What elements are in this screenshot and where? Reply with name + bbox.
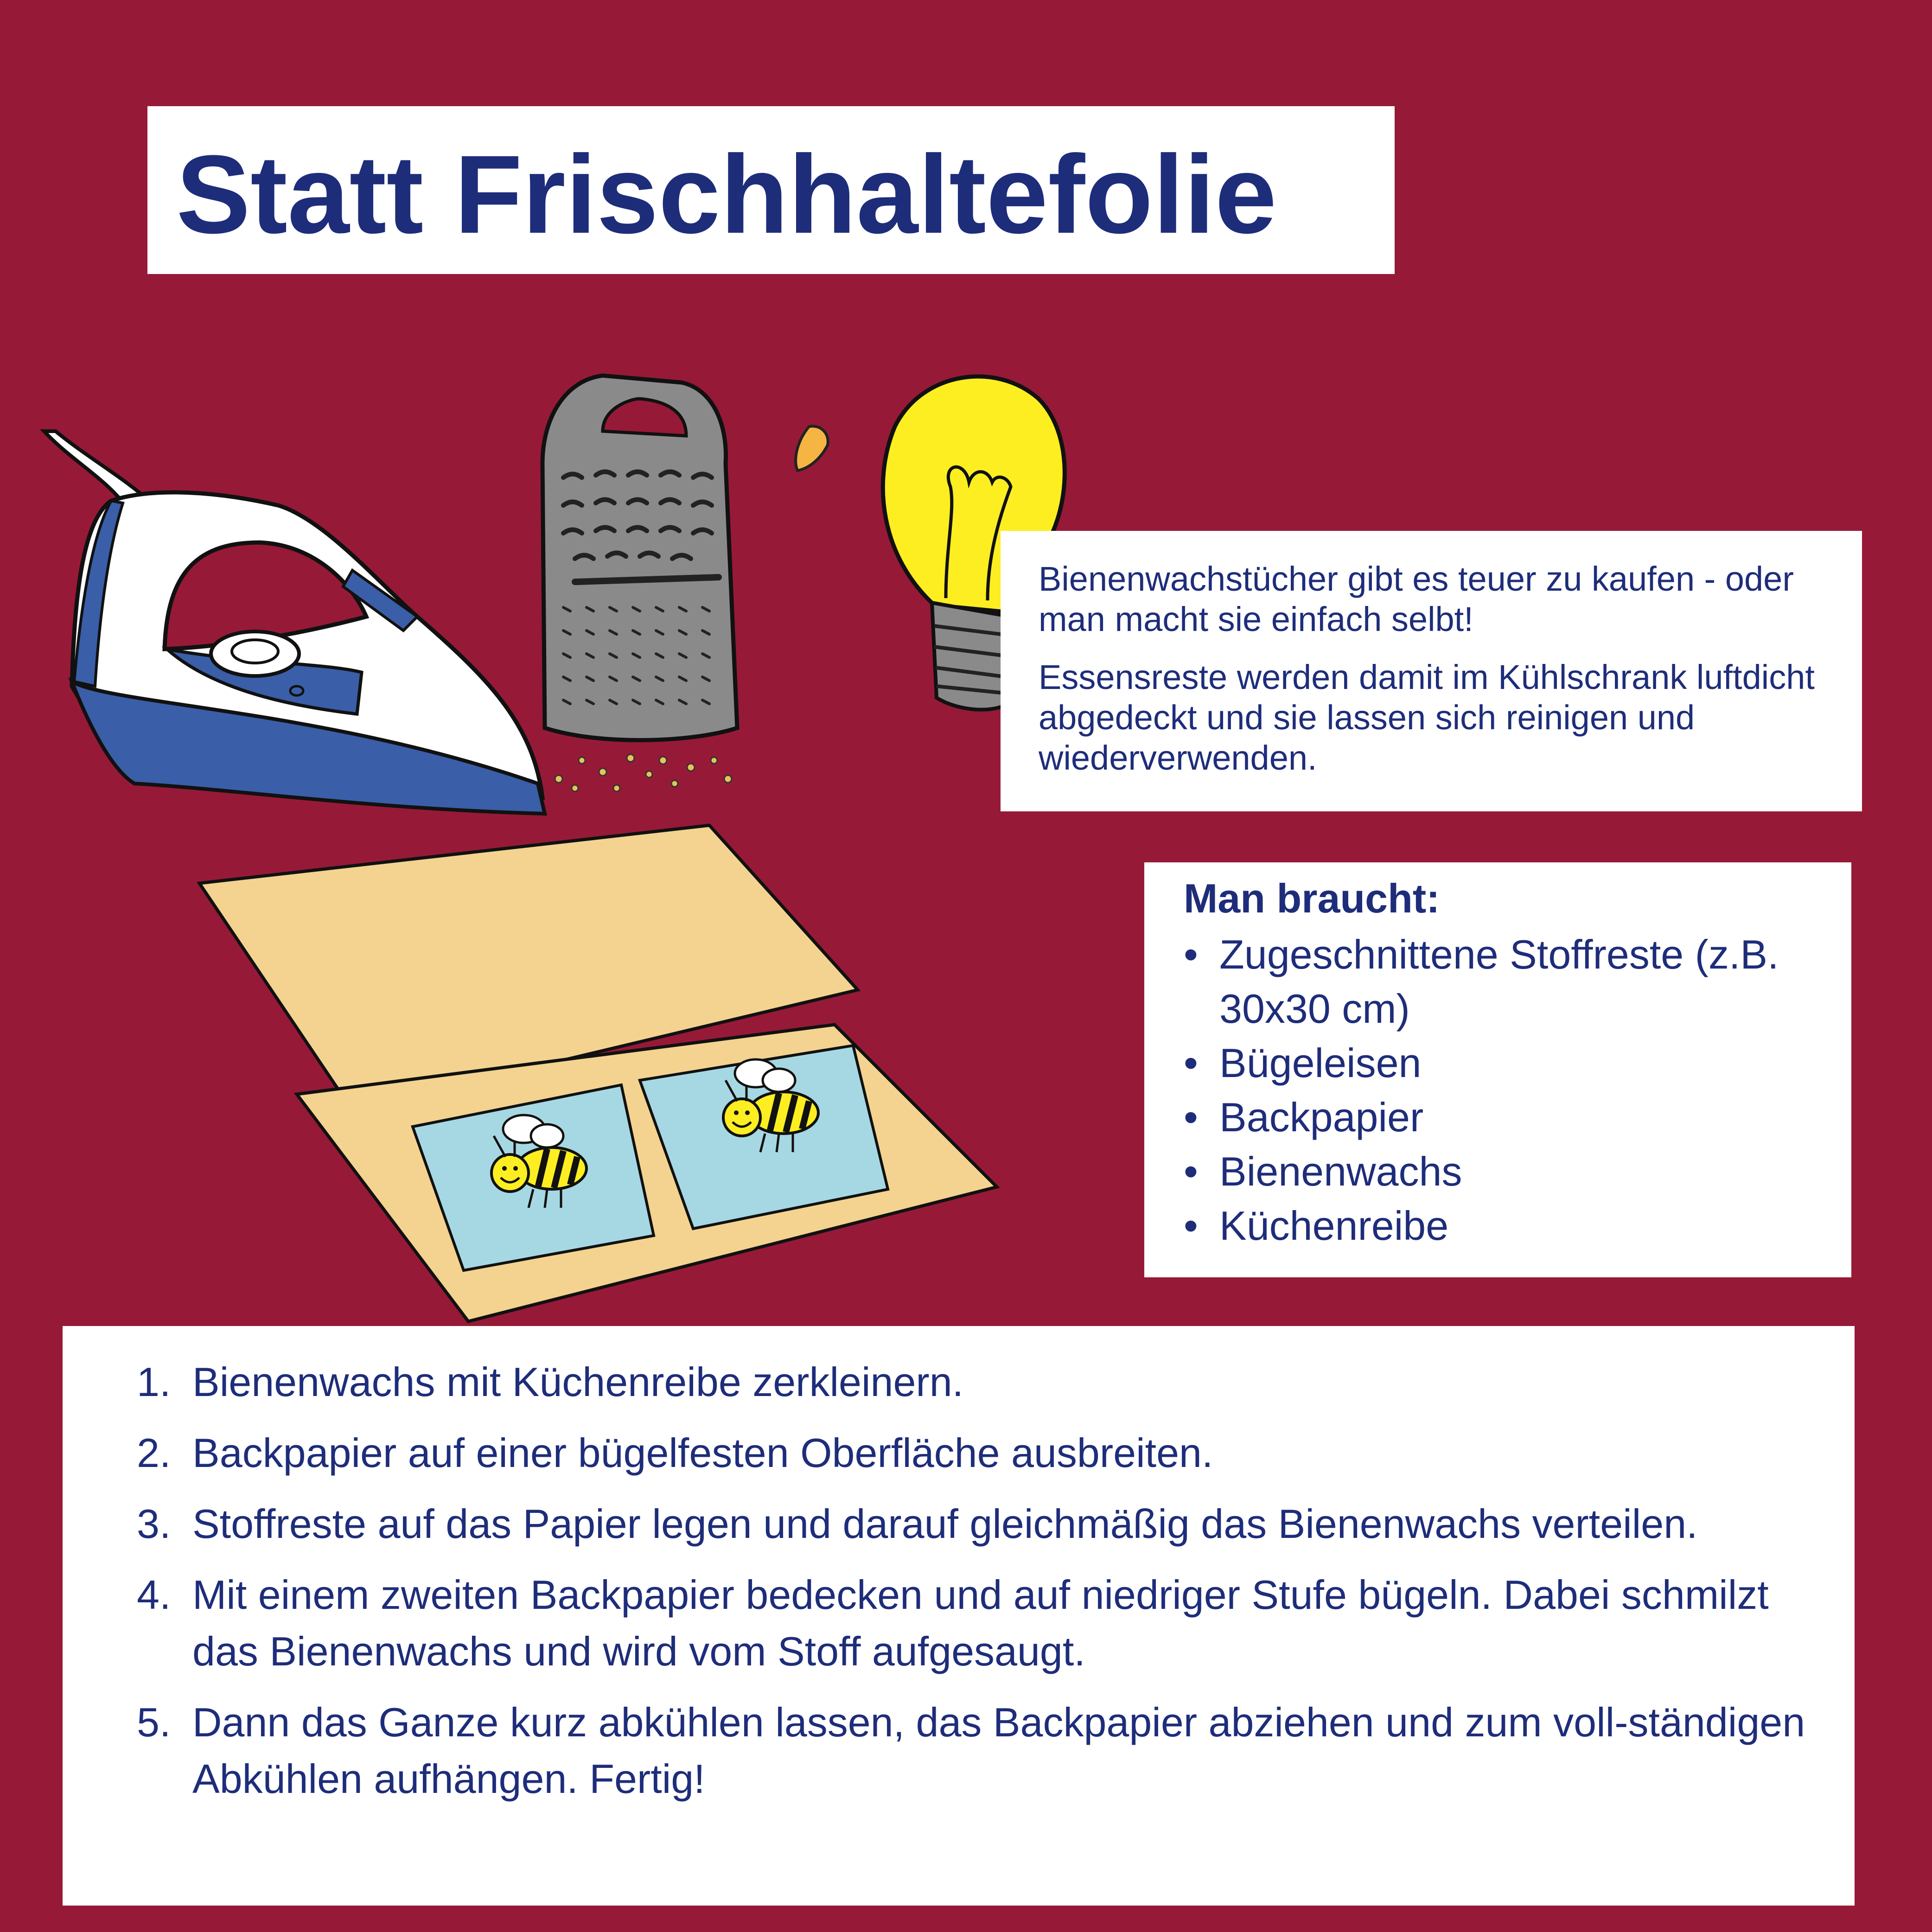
intro-paragraph: Bienenwachstücher gibt es teuer zu kaufen - oder man macht sie einfach selbt!: [1039, 560, 1794, 638]
instruction-step: Stoffreste auf das Papier legen und darauf gleichmäßig das Bienenwachs verteilen.: [192, 1501, 1698, 1547]
page-title: Statt Frischhaltefolie: [176, 132, 1277, 256]
instruction-step: Mit einem zweiten Backpapier bedecken und auf niedriger Stufe bügeln. Dabei schmilzt das Bienenwachs und wird vom Stoff aufgesaugt.: [192, 1572, 1769, 1674]
instruction-step: Backpapier auf einer bügelfesten Oberfläche ausbreiten.: [192, 1430, 1213, 1476]
title-banner: [147, 106, 1395, 274]
materials-item: • Küchenreibe: [1184, 1199, 1833, 1253]
intro-paragraph: Essensreste werden damit im Kühlschrank luftdicht abgedeckt und sie lassen sich reinigen und wiederverwenden.: [1039, 658, 1815, 777]
instruction-step: Dann das Ganze kurz abkühlen lassen, das Backpapier abziehen und zum voll-ständigen Abkühlen aufhängen. Fertig!: [192, 1699, 1805, 1802]
iron-icon: [44, 431, 545, 814]
materials-item: • Backpapier: [1184, 1090, 1833, 1144]
wax-flake-icon: [796, 426, 828, 471]
intro-box: [1001, 531, 1862, 811]
grater-icon: [542, 376, 737, 791]
baking-paper-icon: [199, 825, 997, 1321]
materials-heading: Man braucht:: [1184, 875, 1440, 921]
materials-item: • Bienenwachs: [1184, 1144, 1833, 1199]
materials-list: [1184, 927, 1833, 1253]
instructions-box: [63, 1326, 1855, 1906]
materials-item: • Bügeleisen: [1184, 1036, 1833, 1090]
instruction-step: Bienenwachs mit Küchenreibe zerkleinern.: [192, 1359, 964, 1405]
materials-box: [1144, 862, 1851, 1277]
instructions-list: [100, 1354, 1817, 1807]
materials-item: • Zugeschnittene Stoffreste (z.B. 30x30 cm): [1184, 927, 1833, 1036]
